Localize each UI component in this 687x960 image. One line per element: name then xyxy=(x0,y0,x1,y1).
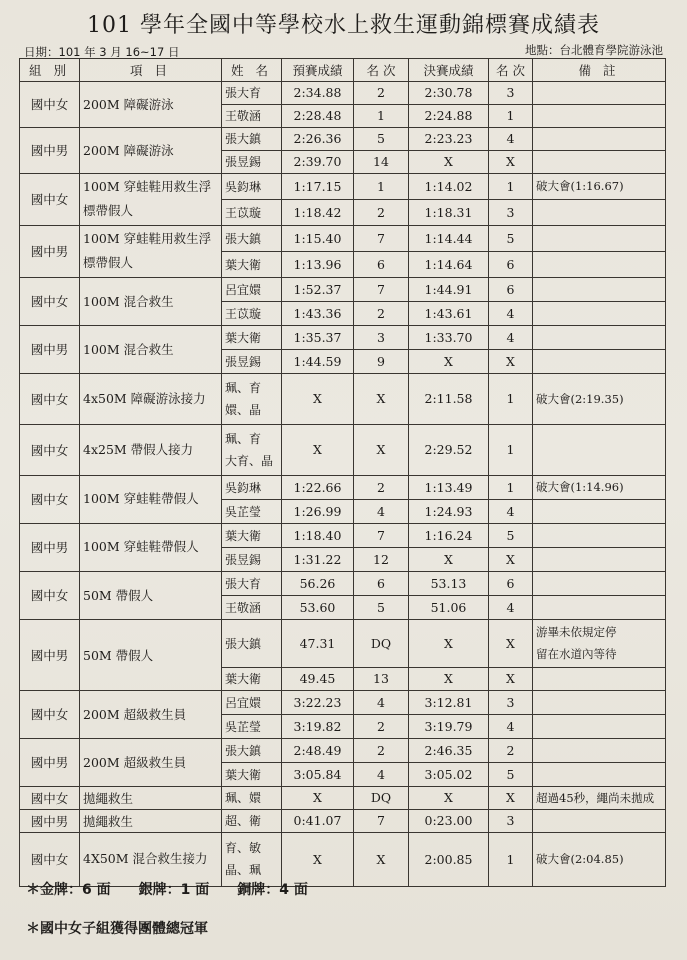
final-rank-cell: 6 xyxy=(489,571,533,595)
prelim-rank-cell: 12 xyxy=(354,547,409,571)
prelim-result-cell: 3:22.23 xyxy=(282,690,354,714)
note-cell xyxy=(533,762,666,786)
note-cell xyxy=(533,595,666,619)
group-cell: 國中男 xyxy=(20,127,80,173)
prelim-result-cell: 3:19.82 xyxy=(282,714,354,738)
event-cell: 100M 穿蛙鞋帶假人 xyxy=(80,523,222,571)
prelim-rank-cell: 2 xyxy=(354,199,409,225)
result-row xyxy=(20,738,666,762)
medal-summary: ＊金牌：6 面 銀牌：1 面 銅牌：4 面 xyxy=(26,882,308,898)
name-cell: 王苡璇 xyxy=(222,199,282,225)
final-result-cell: 2:46.35 xyxy=(409,738,489,762)
prelim-rank-cell: 7 xyxy=(354,523,409,547)
final-result-cell: 1:14.64 xyxy=(409,251,489,277)
final-rank-cell: 1 xyxy=(489,373,533,424)
name-cell: 王敬涵 xyxy=(222,104,282,127)
final-result-cell: 1:44.91 xyxy=(409,277,489,301)
name-cell: 葉大衛 xyxy=(222,251,282,277)
prelim-rank-cell: 7 xyxy=(354,809,409,832)
note-cell xyxy=(533,714,666,738)
prelim-rank-cell: 4 xyxy=(354,690,409,714)
header-notes: 備 註 xyxy=(533,59,666,82)
final-result-cell: 3:05.02 xyxy=(409,762,489,786)
name-cell: 葉大衛 xyxy=(222,762,282,786)
final-result-cell: 2:29.52 xyxy=(409,424,489,475)
prelim-result-cell: 1:44.59 xyxy=(282,349,354,373)
prelim-result-cell: 49.45 xyxy=(282,667,354,690)
name-cell: 張大鎮 xyxy=(222,127,282,150)
name-cell: 王敬涵 xyxy=(222,595,282,619)
prelim-result-cell: 2:48.49 xyxy=(282,738,354,762)
name-cell: 張大育 xyxy=(222,81,282,104)
name-cell: 吳鈞琳 xyxy=(222,173,282,199)
name-cell: 葉大衛 xyxy=(222,325,282,349)
event-cell: 4x50M 障礙游泳接力 xyxy=(80,373,222,424)
note-cell xyxy=(533,127,666,150)
final-rank-cell: X xyxy=(489,786,533,809)
final-rank-cell: 4 xyxy=(489,127,533,150)
group-cell: 國中女 xyxy=(20,81,80,127)
final-rank-cell: 6 xyxy=(489,277,533,301)
note-cell: 破大會(1:14.96) xyxy=(533,475,666,499)
event-cell: 拋繩救生 xyxy=(80,786,222,809)
name-cell: 呂宜嬛 xyxy=(222,690,282,714)
header-event: 項 目 xyxy=(80,59,222,82)
prelim-result-cell: 1:35.37 xyxy=(282,325,354,349)
name-cell: 張昱錫 xyxy=(222,150,282,173)
prelim-rank-cell: 5 xyxy=(354,127,409,150)
prelim-result-cell: 3:05.84 xyxy=(282,762,354,786)
final-rank-cell: 2 xyxy=(489,738,533,762)
group-cell: 國中男 xyxy=(20,325,80,373)
name-cell: 呂宜嬛 xyxy=(222,277,282,301)
prelim-result-cell: 2:26.36 xyxy=(282,127,354,150)
event-cell: 100M 混合救生 xyxy=(80,277,222,325)
final-result-cell: 1:24.93 xyxy=(409,499,489,523)
note-cell xyxy=(533,809,666,832)
final-rank-cell: 1 xyxy=(489,173,533,199)
prelim-rank-cell: DQ xyxy=(354,786,409,809)
final-rank-cell: 6 xyxy=(489,251,533,277)
note-cell xyxy=(533,547,666,571)
prelim-result-cell: 1:17.15 xyxy=(282,173,354,199)
prelim-rank-cell: 2 xyxy=(354,738,409,762)
result-row xyxy=(20,832,666,886)
result-row xyxy=(20,809,666,832)
result-row xyxy=(20,619,666,667)
name-cell: 張大鎮 xyxy=(222,738,282,762)
prelim-rank-cell: 1 xyxy=(354,104,409,127)
name-cell: 張大育 xyxy=(222,571,282,595)
final-result-cell: 1:14.44 xyxy=(409,225,489,251)
final-rank-cell: 1 xyxy=(489,475,533,499)
prelim-result-cell: 1:26.99 xyxy=(282,499,354,523)
name-cell: 吳芷瑩 xyxy=(222,714,282,738)
final-rank-cell: 1 xyxy=(489,424,533,475)
prelim-result-cell: 47.31 xyxy=(282,619,354,667)
note-cell: 游畢未依規定停 留在水道內等待 xyxy=(533,619,666,667)
prelim-rank-cell: 6 xyxy=(354,571,409,595)
competition-location: 地點：台北體育學院游泳池 xyxy=(525,43,663,57)
prelim-result-cell: 1:18.40 xyxy=(282,523,354,547)
event-cell: 50M 帶假人 xyxy=(80,571,222,619)
group-cell: 國中女 xyxy=(20,173,80,225)
prelim-result-cell: X xyxy=(282,424,354,475)
name-cell: 葉大衛 xyxy=(222,667,282,690)
final-result-cell: X xyxy=(409,150,489,173)
note-cell xyxy=(533,150,666,173)
final-rank-cell: 3 xyxy=(489,81,533,104)
prelim-rank-cell: 3 xyxy=(354,325,409,349)
header-prelim-rank: 名 次 xyxy=(354,59,409,82)
result-row xyxy=(20,127,666,150)
name-cell: 超、衛 xyxy=(222,809,282,832)
final-result-cell: X xyxy=(409,786,489,809)
prelim-rank-cell: 4 xyxy=(354,499,409,523)
event-cell: 100M 穿蛙鞋用救生浮標帶假人 xyxy=(80,225,222,277)
note-cell xyxy=(533,81,666,104)
group-cell: 國中女 xyxy=(20,571,80,619)
final-rank-cell: 1 xyxy=(489,104,533,127)
result-row xyxy=(20,523,666,547)
note-cell xyxy=(533,199,666,225)
final-result-cell: 53.13 xyxy=(409,571,489,595)
name-cell: 張大鎮 xyxy=(222,619,282,667)
final-result-cell: 2:23.23 xyxy=(409,127,489,150)
final-result-cell: 1:14.02 xyxy=(409,173,489,199)
note-cell xyxy=(533,325,666,349)
prelim-result-cell: X xyxy=(282,786,354,809)
final-rank-cell: 4 xyxy=(489,499,533,523)
final-result-cell: 3:19.79 xyxy=(409,714,489,738)
prelim-rank-cell: 2 xyxy=(354,301,409,325)
prelim-result-cell: 2:39.70 xyxy=(282,150,354,173)
name-cell: 珮、育 嬛、晶 xyxy=(222,373,282,424)
name-cell: 張昱錫 xyxy=(222,547,282,571)
name-cell: 張昱錫 xyxy=(222,349,282,373)
final-result-cell: 3:12.81 xyxy=(409,690,489,714)
prelim-rank-cell: 2 xyxy=(354,81,409,104)
prelim-rank-cell: X xyxy=(354,424,409,475)
results-table xyxy=(19,58,666,887)
prelim-rank-cell: 7 xyxy=(354,225,409,251)
note-cell xyxy=(533,738,666,762)
note-cell xyxy=(533,277,666,301)
event-cell: 4X50M 混合救生接力 xyxy=(80,832,222,886)
result-row xyxy=(20,373,666,424)
note-cell xyxy=(533,251,666,277)
prelim-rank-cell: X xyxy=(354,373,409,424)
page-title: 101 學年全國中等學校水上救生運動錦標賽成績表 xyxy=(87,13,600,38)
result-row xyxy=(20,81,666,104)
final-result-cell: 1:33.70 xyxy=(409,325,489,349)
group-cell: 國中女 xyxy=(20,277,80,325)
final-result-cell: 1:13.49 xyxy=(409,475,489,499)
prelim-result-cell: 0:41.07 xyxy=(282,809,354,832)
note-cell xyxy=(533,225,666,251)
final-result-cell: 51.06 xyxy=(409,595,489,619)
prelim-rank-cell: 14 xyxy=(354,150,409,173)
header-group: 組 別 xyxy=(20,59,80,82)
group-cell: 國中女 xyxy=(20,690,80,738)
prelim-result-cell: 2:28.48 xyxy=(282,104,354,127)
prelim-rank-cell: DQ xyxy=(354,619,409,667)
final-rank-cell: 4 xyxy=(489,714,533,738)
final-rank-cell: 4 xyxy=(489,325,533,349)
name-cell: 吳芷瑩 xyxy=(222,499,282,523)
final-result-cell: X xyxy=(409,349,489,373)
prelim-rank-cell: 9 xyxy=(354,349,409,373)
prelim-result-cell: 1:52.37 xyxy=(282,277,354,301)
group-cell: 國中女 xyxy=(20,786,80,809)
result-row xyxy=(20,786,666,809)
prelim-result-cell: 1:43.36 xyxy=(282,301,354,325)
event-cell: 100M 混合救生 xyxy=(80,325,222,373)
prelim-rank-cell: 13 xyxy=(354,667,409,690)
name-cell: 育、敏 晶、珮 xyxy=(222,832,282,886)
result-row xyxy=(20,325,666,349)
prelim-rank-cell: 5 xyxy=(354,595,409,619)
name-cell: 王苡璇 xyxy=(222,301,282,325)
group-cell: 國中男 xyxy=(20,523,80,571)
final-result-cell: 1:18.31 xyxy=(409,199,489,225)
result-row xyxy=(20,475,666,499)
final-rank-cell: 4 xyxy=(489,301,533,325)
note-cell xyxy=(533,104,666,127)
prelim-result-cell: 53.60 xyxy=(282,595,354,619)
event-cell: 4x25M 帶假人接力 xyxy=(80,424,222,475)
event-cell: 200M 障礙游泳 xyxy=(80,81,222,127)
note-cell: 破大會(2:19.35) xyxy=(533,373,666,424)
note-cell xyxy=(533,523,666,547)
final-rank-cell: X xyxy=(489,619,533,667)
prelim-rank-cell: X xyxy=(354,832,409,886)
final-rank-cell: 5 xyxy=(489,523,533,547)
event-cell: 200M 超級救生員 xyxy=(80,738,222,786)
name-cell: 珮、育 大育、晶 xyxy=(222,424,282,475)
name-cell: 吳鈞琳 xyxy=(222,475,282,499)
final-rank-cell: 4 xyxy=(489,595,533,619)
name-cell: 葉大衛 xyxy=(222,523,282,547)
note-cell xyxy=(533,349,666,373)
note-cell xyxy=(533,667,666,690)
final-rank-cell: X xyxy=(489,150,533,173)
competition-date: 日期：101 年 3 月 16~17 日 xyxy=(24,45,180,59)
result-row xyxy=(20,424,666,475)
prelim-rank-cell: 2 xyxy=(354,475,409,499)
note-cell: 破大會(2:04.85) xyxy=(533,832,666,886)
group-cell: 國中男 xyxy=(20,809,80,832)
result-row xyxy=(20,571,666,595)
event-cell: 200M 超級救生員 xyxy=(80,690,222,738)
final-rank-cell: X xyxy=(489,349,533,373)
result-row xyxy=(20,225,666,251)
prelim-rank-cell: 4 xyxy=(354,762,409,786)
prelim-result-cell: X xyxy=(282,832,354,886)
prelim-result-cell: 1:15.40 xyxy=(282,225,354,251)
final-result-cell: 0:23.00 xyxy=(409,809,489,832)
final-result-cell: X xyxy=(409,547,489,571)
result-row xyxy=(20,277,666,301)
group-cell: 國中女 xyxy=(20,475,80,523)
prelim-result-cell: 1:13.96 xyxy=(282,251,354,277)
event-cell: 100M 穿蛙鞋用救生浮標帶假人 xyxy=(80,173,222,225)
prelim-result-cell: 1:18.42 xyxy=(282,199,354,225)
group-cell: 國中女 xyxy=(20,832,80,886)
final-result-cell: 2:11.58 xyxy=(409,373,489,424)
final-rank-cell: X xyxy=(489,667,533,690)
prelim-rank-cell: 2 xyxy=(354,714,409,738)
header-final-result: 決賽成績 xyxy=(409,59,489,82)
prelim-rank-cell: 1 xyxy=(354,173,409,199)
header-name: 姓 名 xyxy=(222,59,282,82)
note-cell: 超過45秒，繩尚未拋成 xyxy=(533,786,666,809)
prelim-result-cell: 56.26 xyxy=(282,571,354,595)
group-cell: 國中男 xyxy=(20,619,80,690)
result-row xyxy=(20,173,666,199)
final-rank-cell: 1 xyxy=(489,832,533,886)
final-rank-cell: 3 xyxy=(489,199,533,225)
final-result-cell: 2:30.78 xyxy=(409,81,489,104)
final-result-cell: X xyxy=(409,619,489,667)
note-cell: 破大會(1:16.67) xyxy=(533,173,666,199)
final-rank-cell: X xyxy=(489,547,533,571)
note-cell xyxy=(533,301,666,325)
final-rank-cell: 5 xyxy=(489,762,533,786)
group-cell: 國中女 xyxy=(20,424,80,475)
header-row xyxy=(20,59,666,82)
event-cell: 拋繩救生 xyxy=(80,809,222,832)
final-rank-cell: 3 xyxy=(489,690,533,714)
prelim-result-cell: 2:34.88 xyxy=(282,81,354,104)
header-final-rank: 名 次 xyxy=(489,59,533,82)
event-cell: 200M 障礙游泳 xyxy=(80,127,222,173)
team-champion-note: ＊國中女子組獲得團體總冠軍 xyxy=(26,921,208,937)
final-result-cell: 2:00.85 xyxy=(409,832,489,886)
note-cell xyxy=(533,690,666,714)
group-cell: 國中女 xyxy=(20,373,80,424)
final-result-cell: 2:24.88 xyxy=(409,104,489,127)
name-cell: 珮、嬛 xyxy=(222,786,282,809)
note-cell xyxy=(533,424,666,475)
final-rank-cell: 5 xyxy=(489,225,533,251)
final-result-cell: 1:16.24 xyxy=(409,523,489,547)
event-cell: 50M 帶假人 xyxy=(80,619,222,690)
result-row xyxy=(20,690,666,714)
results-body xyxy=(20,81,666,886)
name-cell: 張大鎮 xyxy=(222,225,282,251)
group-cell: 國中男 xyxy=(20,225,80,277)
note-cell xyxy=(533,571,666,595)
header-prelim-result: 預賽成績 xyxy=(282,59,354,82)
final-rank-cell: 3 xyxy=(489,809,533,832)
note-cell xyxy=(533,499,666,523)
event-cell: 100M 穿蛙鞋帶假人 xyxy=(80,475,222,523)
prelim-result-cell: 1:22.66 xyxy=(282,475,354,499)
final-result-cell: X xyxy=(409,667,489,690)
prelim-rank-cell: 6 xyxy=(354,251,409,277)
final-result-cell: 1:43.61 xyxy=(409,301,489,325)
prelim-rank-cell: 7 xyxy=(354,277,409,301)
group-cell: 國中男 xyxy=(20,738,80,786)
prelim-result-cell: 1:31.22 xyxy=(282,547,354,571)
prelim-result-cell: X xyxy=(282,373,354,424)
